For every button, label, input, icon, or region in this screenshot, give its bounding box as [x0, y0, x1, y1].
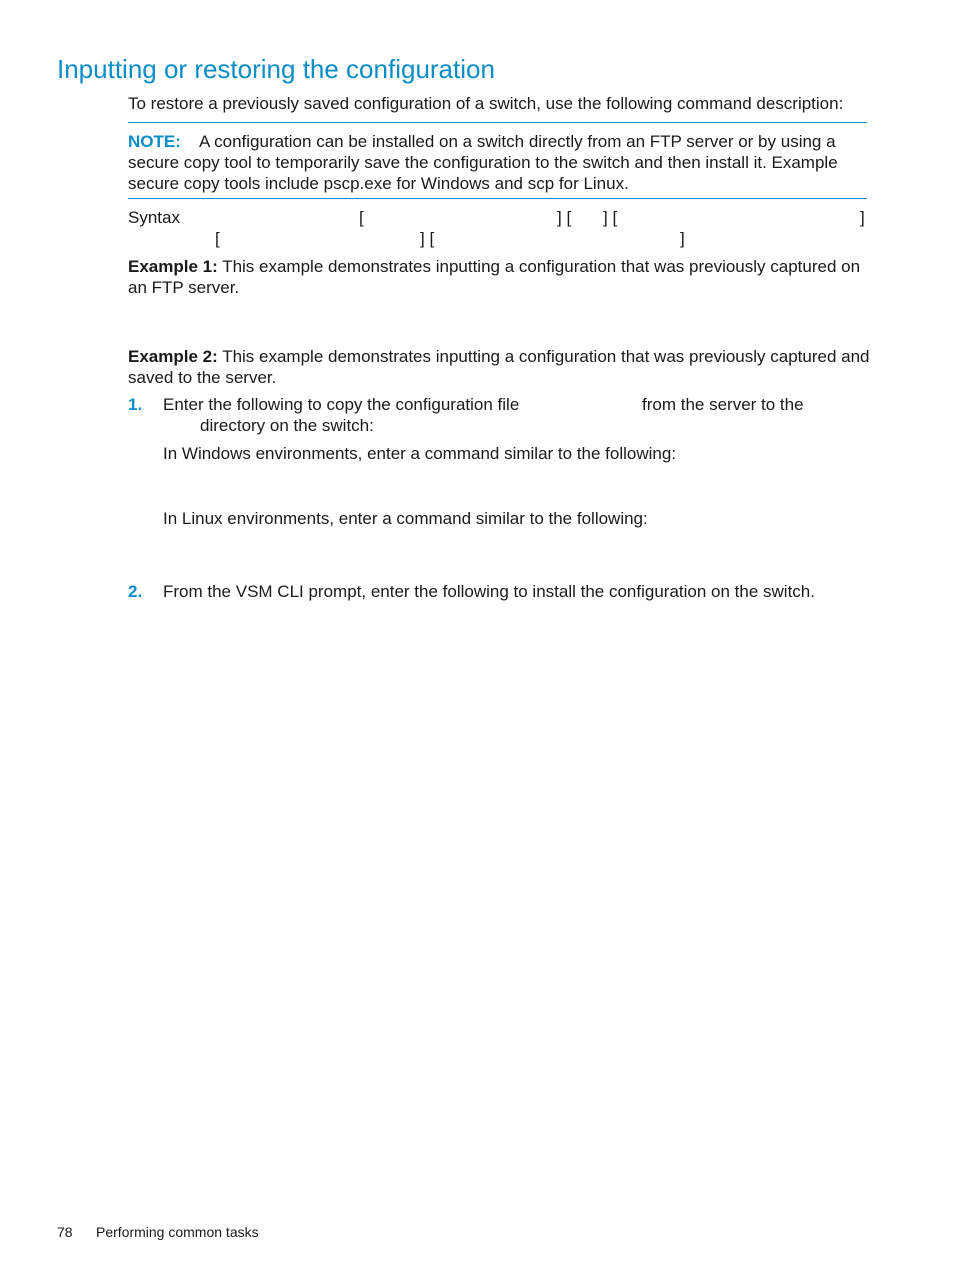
syntax-bracket: ] [: [557, 208, 572, 227]
example-1-line-2: an FTP server.: [128, 278, 240, 297]
example-2-line-1: This example demonstrates inputting a configuration that was previously captured and: [222, 347, 870, 366]
syntax-bracket: ]: [680, 229, 685, 248]
note-label: NOTE:: [128, 132, 181, 151]
note-line-1: A configuration can be installed on a switch directly from an FTP server or by using a: [199, 132, 836, 151]
step-number: 1.: [128, 395, 143, 414]
footer-section-title: Performing common tasks: [96, 1224, 259, 1240]
example-1-label: Example 1:: [128, 257, 218, 276]
step-1-text-c: directory on the switch:: [200, 416, 374, 435]
page-title: Inputting or restoring the configuration: [57, 54, 495, 84]
page-number: 78: [57, 1224, 73, 1240]
example-1-line-1: This example demonstrates inputting a configuration that was previously captured on: [222, 257, 861, 276]
note-bottom-rule: [128, 198, 867, 199]
note-line-3: secure copy tools include pscp.exe for Windows and scp for Linux.: [128, 174, 629, 193]
syntax-bracket: ]: [860, 208, 865, 227]
step-1-linux-text: In Linux environments, enter a command similar to the following:: [163, 509, 648, 528]
note-line-2: secure copy tool to temporarily save the configuration to the switch and then install it. Example: [128, 153, 838, 172]
step-1-text-b: from the server to the: [642, 395, 804, 414]
note-top-rule: [128, 122, 867, 123]
step-2-text: From the VSM CLI prompt, enter the following to install the configuration on the switch.: [163, 582, 815, 601]
syntax-bracket: [: [359, 208, 364, 227]
syntax-label: Syntax: [128, 208, 180, 227]
example-2-label: Example 2:: [128, 347, 218, 366]
step-1-windows-text: In Windows environments, enter a command similar to the following:: [163, 444, 677, 463]
syntax-bracket: ] [: [420, 229, 435, 248]
syntax-bracket: ] [: [603, 208, 618, 227]
example-2-line-2: saved to the server.: [128, 368, 277, 387]
step-number: 2.: [128, 582, 143, 601]
syntax-bracket: [: [215, 229, 220, 248]
step-1-text-a: Enter the following to copy the configuration file: [163, 395, 520, 414]
intro-text: To restore a previously saved configuration of a switch, use the following command description:: [128, 94, 844, 113]
